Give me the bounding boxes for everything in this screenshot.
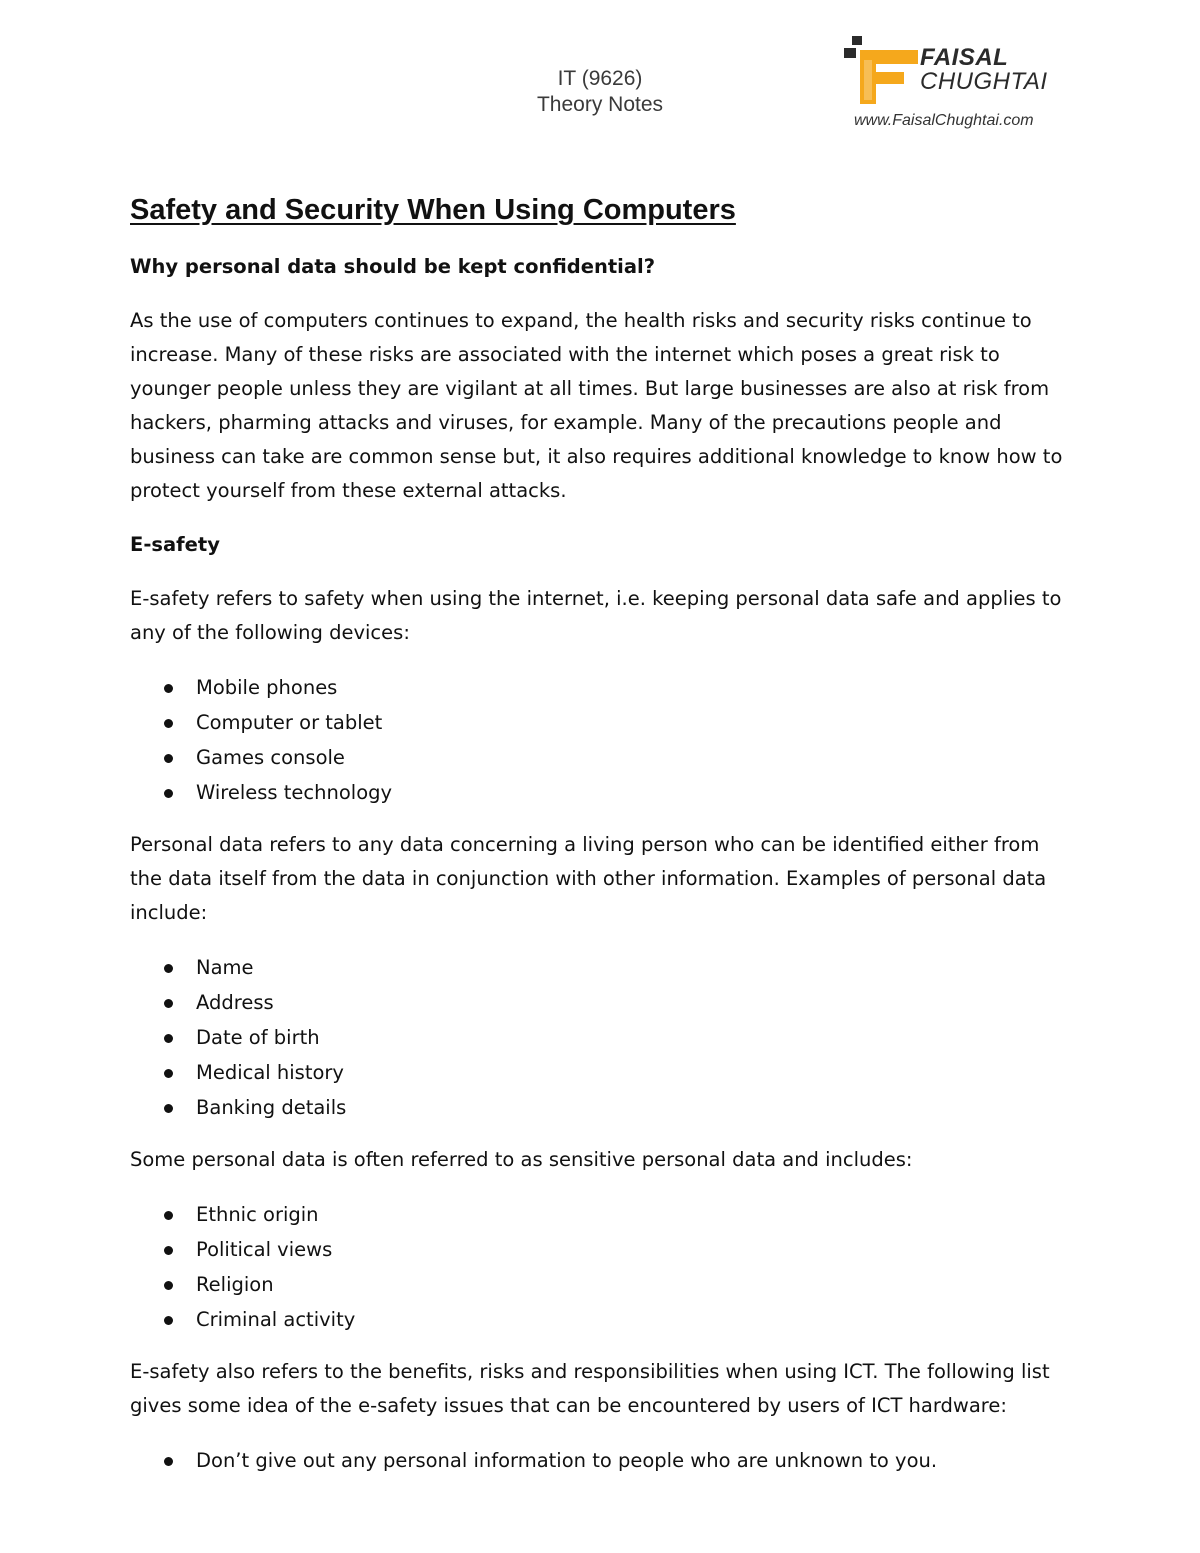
list-item-text: Banking details [196,1096,347,1119]
bullet-icon [164,789,173,798]
bullet-icon [164,1281,173,1290]
logo-mark-icon [842,32,922,112]
list-item-text: Computer or tablet [196,711,383,734]
bullet-icon [164,999,173,1008]
document-body [130,192,1070,1496]
bullet-icon [164,1034,173,1043]
list-item [130,670,1070,705]
personal-data-list [130,950,1070,1125]
list-item-text: Address [196,991,274,1014]
bullet-icon [164,1316,173,1325]
list-item-text: Date of birth [196,1026,320,1049]
list-item [130,985,1070,1020]
list-item [130,1055,1070,1090]
sensitive-data-intro: Some personal data is often referred to as sensitive personal data and includes: [130,1148,913,1171]
list-item-text: Wireless technology [196,781,393,804]
list-item [130,1197,1070,1232]
intro-paragraph: As the use of computers continues to expand, the health risks and security risks continue to increase. Many of these risks are associated with the internet which poses a great risk to younger people unless they are vigilant at all times. But large businesses are also at risk from hackers, pharming attacks and viruses, for example. Many of the precautions people and business can take are common sense but, it also requires additional knowledge to know how to protect yourself from these external attacks. [130,309,1063,502]
esafety-heading: E-safety [130,533,220,556]
list-item [130,775,1070,810]
list-item [130,1267,1070,1302]
bullet-icon [164,1246,173,1255]
logo-name-line1: FAISAL [920,44,1009,71]
esafety-definition: E-safety refers to safety when using the internet, i.e. keeping personal data safe and applies to any of the following devices: [130,587,1062,644]
bullet-icon [164,964,173,973]
list-item [130,705,1070,740]
document-title: Safety and Security When Using Computers [130,194,736,226]
personal-data-definition: Personal data refers to any data concerning a living person who can be identified either from the data itself from the data in conjunction with other information. Examples of personal data include: [130,833,1047,924]
list-item [130,1232,1070,1267]
list-item-text: Mobile phones [196,676,338,699]
list-item [130,740,1070,775]
list-item-text: Games console [196,746,345,769]
list-item-text: Ethnic origin [196,1203,319,1226]
logo-name-line2: CHUGHTAI [920,68,1048,95]
header-subtitle: Theory Notes [536,93,664,116]
bullet-icon [164,1069,173,1078]
list-item-text: Name [196,956,254,979]
bullet-icon [164,719,173,728]
bullet-icon [164,754,173,763]
bullet-icon [164,684,173,693]
bullet-icon [164,1104,173,1113]
list-item [130,1020,1070,1055]
sensitive-data-list [130,1197,1070,1337]
faisal-chughtai-logo [842,32,1072,136]
esafety-issues-intro: E-safety also refers to the benefits, risks and responsibilities when using ICT. The following list gives some idea of the e-safety issues that can be encountered by users of ICT hardware: [130,1360,1050,1417]
list-item [130,1302,1070,1337]
bullet-icon [164,1457,173,1466]
list-item-text: Political views [196,1238,333,1261]
header-subject: IT (9626) [557,67,643,90]
bullet-icon [164,1211,173,1220]
confidentiality-heading: Why personal data should be kept confidential? [130,255,656,278]
logo-name [920,46,1048,94]
list-item [130,1443,1070,1478]
list-item [130,1090,1070,1125]
devices-list [130,670,1070,810]
list-item-text: Religion [196,1273,274,1296]
list-item-text: Don’t give out any personal information to people who are unknown to you. [196,1449,938,1472]
list-item-text: Criminal activity [196,1308,356,1331]
esafety-issues-list [130,1443,1070,1478]
list-item [130,950,1070,985]
logo-url: www.FaisalChughtai.com [854,112,1034,129]
list-item-text: Medical history [196,1061,344,1084]
